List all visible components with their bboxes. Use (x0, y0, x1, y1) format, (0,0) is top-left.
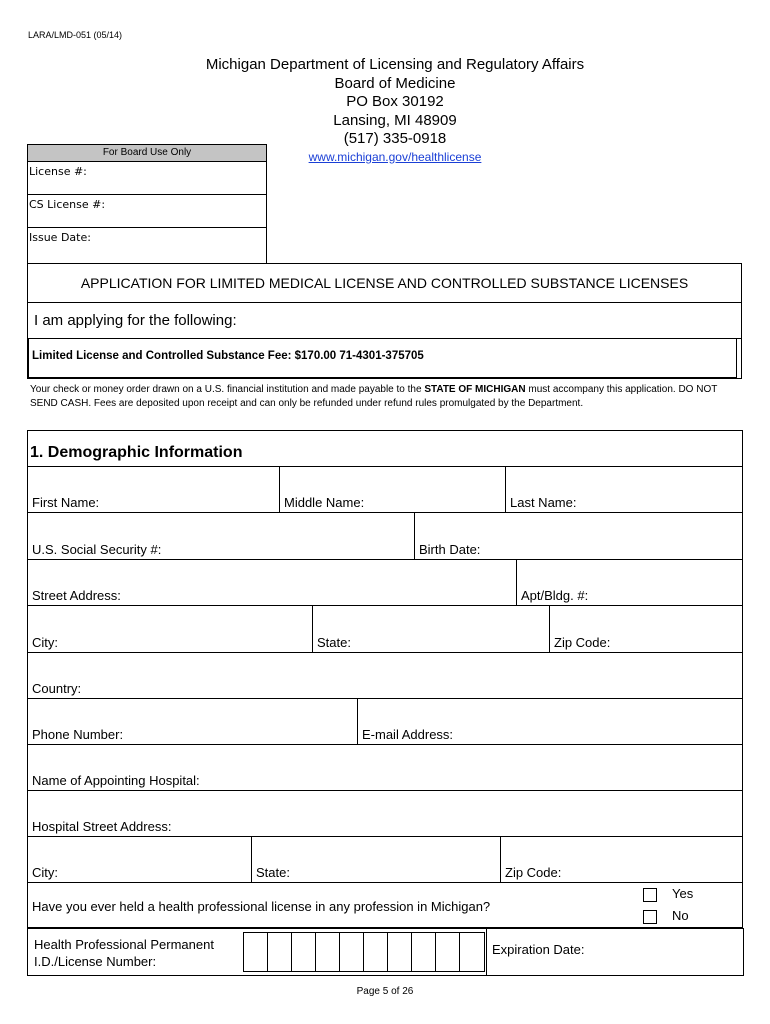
zip-code-field[interactable]: Zip Code: (549, 606, 742, 653)
city-row (28, 605, 742, 653)
name-row (28, 466, 742, 513)
email-field[interactable]: E-mail Address: (357, 699, 742, 745)
question-text: Have you ever held a health professional license in any profession in Michigan? (32, 899, 491, 914)
ssn-row (28, 512, 742, 560)
fee-line (27, 339, 742, 379)
demographic-section (27, 430, 743, 883)
po-box: PO Box 30192 (346, 93, 444, 110)
cs-license-number-field[interactable]: CS License #: (28, 195, 266, 228)
city-field[interactable]: City: (32, 635, 58, 650)
website-link[interactable]: www.michigan.gov/healthlicense (308, 149, 482, 164)
board-name: Board of Medicine (334, 74, 456, 92)
license-number-digits[interactable] (243, 932, 485, 972)
hospital-city-row (28, 836, 742, 883)
yes-label: Yes (672, 886, 694, 901)
hospital-name-row (28, 744, 742, 791)
board-use-box (27, 144, 267, 264)
hospital-city-field[interactable]: City: (32, 865, 58, 880)
apt-field[interactable]: Apt/Bldg. #: (516, 560, 742, 606)
city-state-zip: Lansing, MI 48909 (333, 111, 457, 129)
applying-label: I am applying for the following: (27, 303, 742, 339)
fee-note: Your check or money order drawn on a U.S. financial institution and made payable to the STATE OF MICHIGAN must accompany this application. DO NOT SEND CASH. Fees are deposited upon receipt and can only be refunded under refund rules promulgated by the Department. (30, 384, 718, 409)
issue-date-field[interactable]: Issue Date: (29, 231, 91, 244)
ssn-field[interactable]: U.S. Social Security #: (32, 542, 162, 557)
hospital-street-row (28, 790, 742, 837)
digit-box[interactable] (316, 933, 340, 971)
hospital-name-field[interactable]: Name of Appointing Hospital: (32, 773, 200, 788)
digit-box[interactable] (388, 933, 412, 971)
hospital-zip-field[interactable]: Zip Code: (500, 837, 742, 883)
hospital-street-field[interactable]: Hospital Street Address: (32, 819, 172, 834)
license-number-field[interactable]: License #: (28, 162, 266, 195)
digit-box[interactable] (436, 933, 460, 971)
digit-box[interactable] (460, 933, 484, 971)
license-number-section (27, 928, 744, 976)
phone-number-field[interactable]: Phone Number: (32, 727, 124, 742)
yes-checkbox[interactable] (643, 888, 657, 902)
first-name-field[interactable]: First Name: (32, 495, 100, 510)
digit-box[interactable] (268, 933, 292, 971)
last-name-field[interactable]: Last Name: (505, 467, 742, 513)
no-checkbox[interactable] (643, 910, 657, 924)
state-field[interactable]: State: (312, 606, 549, 653)
hospital-state-field[interactable]: State: (251, 837, 500, 883)
digit-box[interactable] (244, 933, 268, 971)
agency-phone: (517) 335-0918 (343, 130, 447, 147)
application-title: APPLICATION FOR LIMITED MEDICAL LICENSE AND CONTROLLED SUBSTANCE LICENSES (27, 263, 742, 303)
country-field[interactable]: Country: (32, 681, 82, 696)
contact-row (28, 698, 742, 745)
digit-box[interactable] (364, 933, 388, 971)
street-row (28, 559, 742, 606)
expiration-date-field[interactable]: Expiration Date: (486, 929, 743, 975)
digit-box[interactable] (412, 933, 436, 971)
board-use-heading: For Board Use Only (28, 145, 266, 162)
fee-text: Limited License and Controlled Substance Fee: $170.00 71-4301-375705 (32, 350, 424, 362)
michigan-license-question (27, 882, 743, 928)
agency-name: Michigan Department of Licensing and Regulatory Affairs (205, 56, 585, 73)
birth-date-field[interactable]: Birth Date: (414, 513, 742, 560)
digit-box[interactable] (340, 933, 364, 971)
country-row (28, 652, 742, 699)
street-address-field[interactable]: Street Address: (32, 588, 121, 603)
demographic-title: 1. Demographic Information (30, 444, 243, 461)
digit-box[interactable] (292, 933, 316, 971)
license-number-label: Health Professional Permanent I.D./License Number: (34, 937, 214, 969)
no-label: No (672, 908, 689, 923)
page-number: Page 5 of 26 (356, 986, 414, 997)
form-code: LARA/LMD-051 (05/14) (28, 30, 123, 40)
middle-name-field[interactable]: Middle Name: (279, 467, 505, 513)
